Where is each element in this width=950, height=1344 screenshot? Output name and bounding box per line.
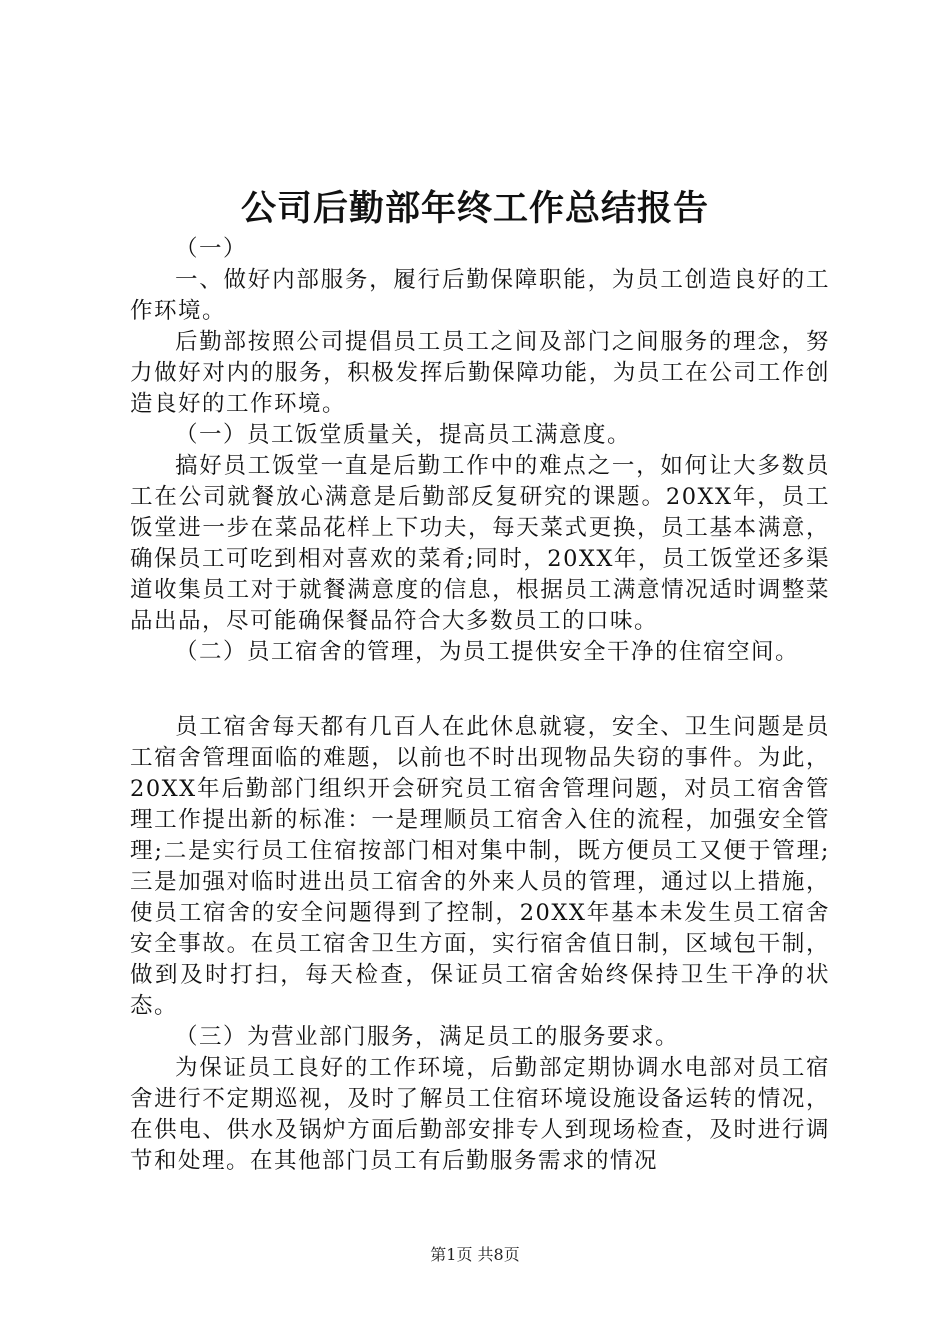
page-footer: 第1页 共8页 xyxy=(430,1245,520,1264)
paragraph-service: 为保证员工良好的工作环境，后勤部定期协调水电部对员工宿舍进行不定期巡视，及时了解员工住宿环境设施设备运转的情况，在供电、供水及锅炉方面后勤部安排专人到现场检查，及时进行调节和处理。在其他部门员工有后勤服务需求的情况 xyxy=(130,1055,830,1174)
paragraph-spacer xyxy=(130,668,830,712)
paragraph-subheading-dormitory: （二）员工宿舍的管理，为员工提供安全干净的住宿空间。 xyxy=(175,639,800,665)
document-body xyxy=(130,234,830,1177)
paragraph-subheading-canteen: （一）员工饭堂质量关，提高员工满意度。 xyxy=(175,422,632,448)
document-title: 公司后勤部年终工作总结报告 xyxy=(240,188,709,229)
paragraph-dormitory: 员工宿舍每天都有几百人在此休息就寝，安全、卫生问题是员工宿舍管理面临的难题，以前也不时出现物品失窃的事件。为此，20XX年后勤部门组织开会研究员工宿舍管理问题，对员工宿舍管理工作提出新的标准：一是理顺员工宿舍入住的流程，加强安全管理;二是实行员工住宿按部门相对集中制，既方便员工又便于管理;三是加强对临时进出员工宿舍的外来人员的管理，通过以上措施，使员工宿舍的安全问题得到了控制，20XX年基本未发生员工宿舍安全事故。在员工宿舍卫生方面，实行宿舍值日制，区域包干制，做到及时打扫，每天检查，保证员工宿舍始终保持卫生干净的状态。 xyxy=(130,714,830,1019)
paragraph-intro: 后勤部按照公司提倡员工员工之间及部门之间服务的理念，努力做好对内的服务，积极发挥后勤保障功能，为员工在公司工作创造良好的工作环境。 xyxy=(130,329,830,417)
paragraph-heading-1: 一、做好内部服务，履行后勤保障职能，为员工创造良好的工作环境。 xyxy=(130,267,830,324)
paragraph-section-marker: （一） xyxy=(175,236,248,262)
paragraph-subheading-service: （三）为营业部门服务，满足员工的服务要求。 xyxy=(175,1024,680,1050)
paragraph-canteen: 搞好员工饭堂一直是后勤工作中的难点之一，如何让大多数员工在公司就餐放心满意是后勤部反复研究的课题。20XX年，员工饭堂进一步在菜品花样上下功夫，每天菜式更换，员工基本满意，确保员工可吃到相对喜欢的菜肴;同时，20XX年，员工饭堂还多渠道收集员工对于就餐满意度的信息，根据员工满意情况适时调整菜品出品，尽可能确保餐品符合大多数员工的口味。 xyxy=(130,453,830,634)
